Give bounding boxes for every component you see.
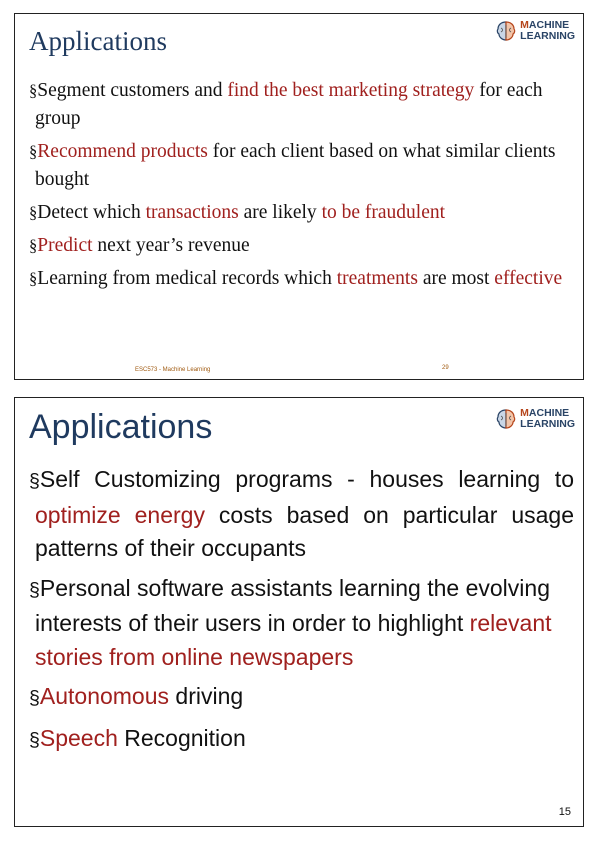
bullet-text: Detect which [37, 202, 146, 223]
bullet-item [29, 680, 574, 716]
bullet-item [29, 232, 574, 260]
highlighted-text: Autonomous [39, 683, 170, 709]
bullet-item [29, 138, 574, 194]
bullet-text: are most [417, 268, 495, 289]
bullet-item [29, 265, 574, 293]
bullet-marker: § [29, 203, 38, 222]
slide2-bullet-list [29, 463, 574, 763]
highlighted-text: optimize [35, 501, 121, 528]
slide1-bullet-list [29, 77, 574, 298]
bullet-item [29, 199, 574, 227]
slide1-title: Applications [29, 26, 167, 56]
bullet-marker: § [29, 142, 38, 161]
highlighted-text: effective [494, 268, 563, 289]
bullet-item [29, 572, 574, 675]
slide1-footer-course: ESC573 - Machine Learning [135, 367, 211, 373]
bullet-item [29, 77, 574, 133]
highlighted-text: to be fraudulent [321, 202, 446, 223]
bullet-marker: § [29, 728, 40, 751]
bullet-marker: § [29, 81, 38, 100]
machine-learning-logo: MACHINE LEARNING [495, 20, 575, 42]
bullet-text: are likely [238, 202, 322, 223]
bullet-text: for each client based on what similar clients bought [35, 141, 556, 190]
bullet-text: Recognition [117, 724, 246, 751]
bullet-text [121, 502, 135, 528]
bullet-text: driving [169, 683, 244, 709]
bullet-text: Segment customers and [37, 80, 228, 101]
bullet-item [29, 463, 574, 566]
page-number: 15 [558, 806, 571, 818]
highlighted-text: treatments [336, 268, 418, 289]
slide-applications-2 [14, 397, 584, 827]
highlighted-text: find the best marketing strategy [227, 80, 475, 101]
bullet-text: Learning from medical records which [37, 268, 337, 289]
bullet-marker: § [29, 269, 38, 288]
brain-icon [495, 20, 517, 42]
highlighted-text: relevant stories from online newspapers [35, 610, 552, 670]
slide1-footer-number: 29 [442, 365, 449, 371]
highlighted-text: Speech [39, 724, 118, 751]
bullet-marker: § [29, 236, 38, 255]
highlighted-text: transactions [145, 202, 239, 223]
bullet-text: Self Customizing programs - houses learning to [39, 466, 574, 492]
bullet-text: Personal software assistants learning the evolving interests of their users in order to highlight [35, 574, 550, 636]
bullet-text: for each group [35, 80, 543, 129]
bullet-marker: § [29, 470, 40, 492]
highlighted-text: Recommend products [37, 141, 208, 162]
highlighted-text: Predict [37, 235, 93, 256]
slide2-title: Applications [29, 408, 213, 446]
bullet-text: next year’s revenue [92, 235, 250, 256]
bullet-marker: § [29, 687, 40, 709]
bullet-marker: § [29, 578, 40, 601]
slide-applications-1 [14, 13, 584, 380]
bullet-text: costs based on particular usage patterns of their occupants [35, 501, 574, 561]
brain-icon [495, 408, 517, 430]
machine-learning-logo: MACHINE LEARNING [495, 408, 575, 430]
highlighted-text: energy [134, 501, 205, 528]
bullet-item [29, 722, 574, 758]
